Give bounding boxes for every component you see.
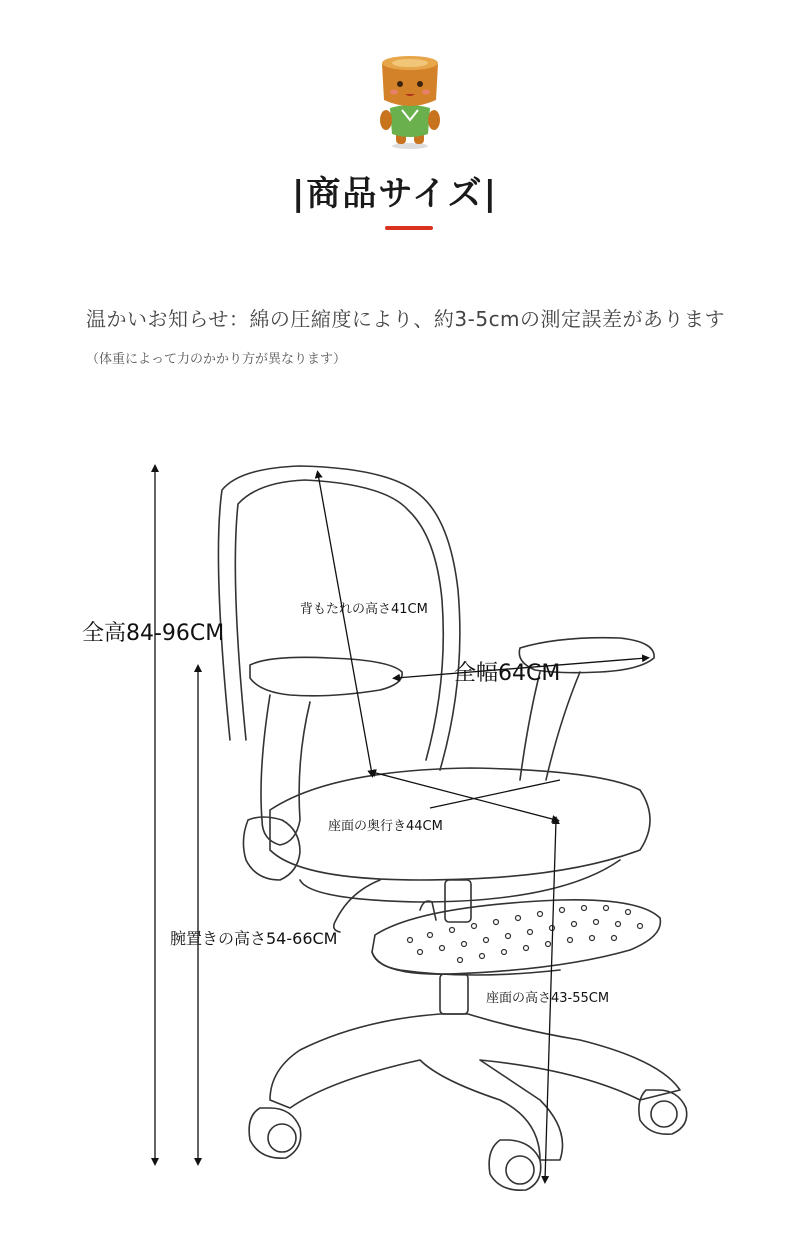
total-width-label: 全幅64CM — [454, 661, 561, 686]
total-height-label: 全高84-96CM — [82, 621, 225, 646]
footrest-outline — [372, 900, 660, 974]
seat-outline — [270, 768, 650, 880]
seat-height-label: 座面の高さ43-55CM — [486, 991, 610, 1006]
seat-depth-arrow — [372, 772, 556, 820]
tree-stump-mascot-icon — [372, 50, 448, 150]
seat-depth-label: 座面の奥行き44CM — [328, 819, 443, 834]
star-base — [270, 1014, 680, 1160]
title-underline — [385, 226, 433, 230]
left-armrest — [250, 657, 402, 696]
backrest-height-arrow — [318, 474, 372, 774]
backrest-outline — [218, 466, 459, 770]
chair-diagram — [0, 440, 790, 1241]
notice-subtext: （体重によって力のかかり方が異なります） — [86, 352, 347, 367]
armrest-height-label: 腕置きの高さ54-66CM — [170, 929, 338, 948]
notice-text: 温かいお知らせ：綿の圧縮度により、約3-5cmの測定誤差があります — [86, 307, 726, 331]
backrest-height-label: 背もたれの高さ41CM — [300, 602, 428, 617]
page-title: |商品サイズ| — [291, 174, 499, 214]
casters — [249, 1090, 687, 1190]
